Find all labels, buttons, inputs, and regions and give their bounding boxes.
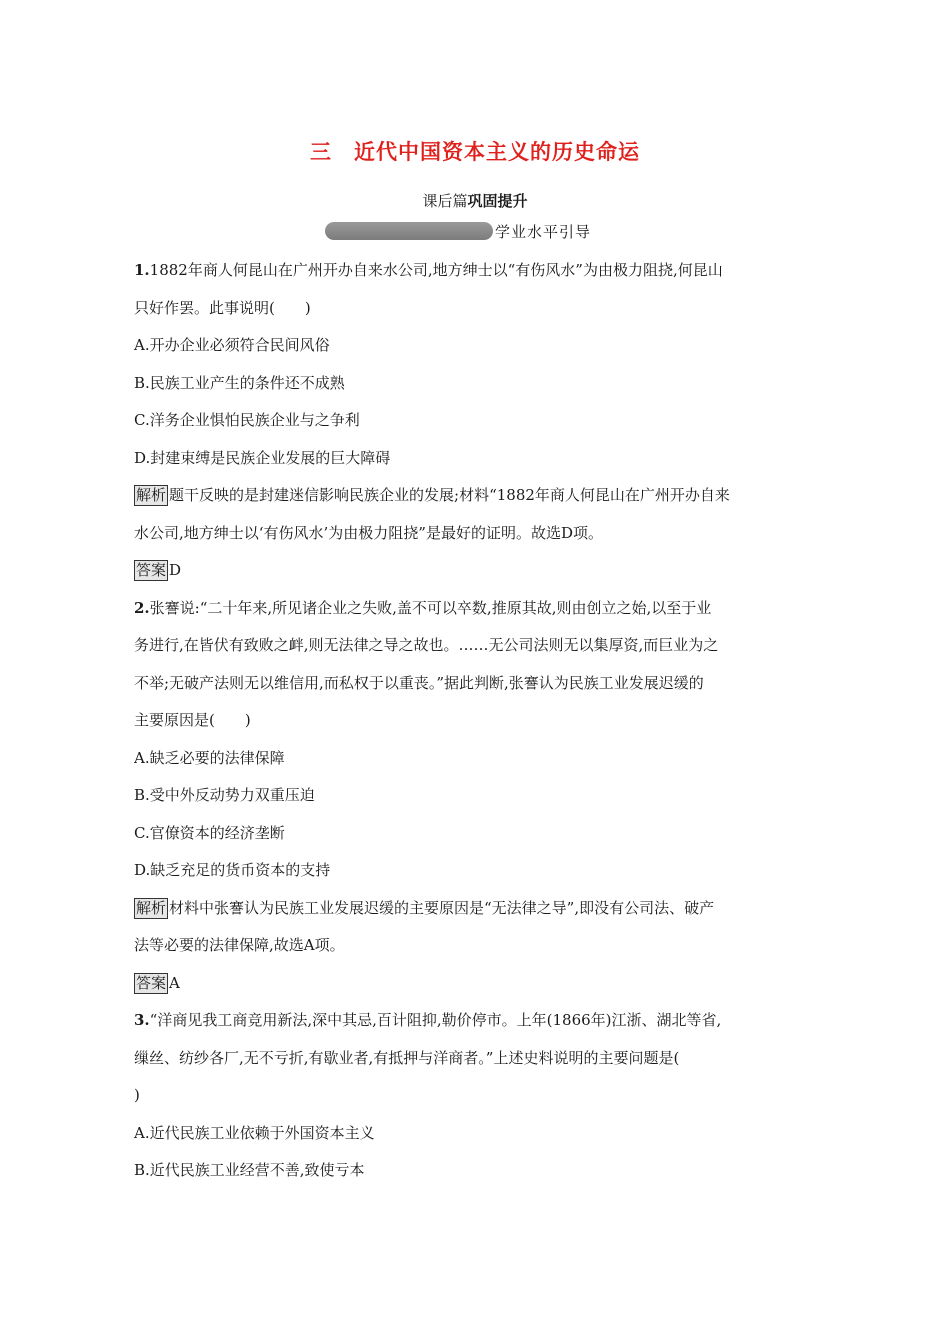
question-stem-line: 务进行,在皆伏有致败之衅,则无法律之导之故也。……无公司法则无以集厚资,而巨业为之 [134, 636, 719, 654]
question-number: 3. [134, 1011, 150, 1029]
question-stem-line: 主要原因是( ) [134, 711, 251, 729]
question-list [134, 256, 814, 1194]
answer-value: D [169, 561, 182, 579]
question-2 [134, 594, 814, 1007]
analysis-text: 法等必要的法律保障,故选A项。 [134, 936, 345, 954]
analysis-line [134, 481, 814, 519]
option-b: B.受中外反动势力双重压迫 [134, 786, 315, 804]
question-text: 张謇说:“二十年来,所见诸企业之失败,盖不可以卒数,推原其故,则由创立之始,以至于业 [149, 598, 712, 617]
analysis-tag: 解析 [136, 486, 167, 504]
answer-tag: 答案 [136, 561, 167, 579]
analysis-text: 水公司,地方绅士以‘有伤风水’为由极力阻挠”是最好的证明。故选D项。 [134, 523, 604, 542]
option-c: C.洋务企业惧怕民族企业与之争利 [134, 411, 360, 429]
answer-line [134, 556, 814, 594]
question-text: “洋商见我工商竞用新法,深中其忌,百计阻抑,勒价停市。上年(1866年)江浙、湖北等省, [149, 1011, 722, 1029]
section-pill-decoration [325, 222, 493, 240]
question-text: 1882年商人何昆山在广州开办自来水公司,地方绅士以“有伤风水”为由极力阻挠,何昆山 [149, 261, 723, 279]
question-stem-line [134, 294, 814, 332]
question-stem-line [134, 594, 814, 632]
option-a: A.开办企业必须符合民间风俗 [134, 336, 330, 354]
answer-line [134, 969, 814, 1007]
option-d: D.缺乏充足的货币资本的支持 [134, 861, 331, 879]
subtitle-bold: 巩固提升 [467, 192, 528, 210]
question-number: 2. [134, 598, 150, 617]
analysis-text: 材料中张謇认为民族工业发展迟缓的主要原因是“无法律之导”,即没有公司法、破产 [169, 898, 715, 917]
option-a: A.近代民族工业依赖于外国资本主义 [134, 1123, 375, 1142]
analysis-text: 题干反映的是封建迷信影响民族企业的发展;材料“1882年商人何昆山在广州开办自来 [169, 486, 730, 504]
question-number: 1. [134, 261, 150, 279]
option-b: B.民族工业产生的条件还不成熟 [134, 373, 345, 392]
section-label: 学业水平引导 [495, 222, 592, 241]
answer-tag: 答案 [136, 973, 167, 992]
option-a: A.缺乏必要的法律保障 [134, 748, 285, 767]
page-title [0, 136, 950, 166]
analysis-tag: 解析 [136, 898, 167, 917]
title-text: 近代中国资本主义的历史命运 [354, 140, 640, 164]
option-d: D.封建束缚是民族企业发展的巨大障碍 [134, 448, 391, 467]
question-stem-line [134, 256, 814, 294]
question-stem-line: ) [134, 1086, 140, 1104]
option-c: C.官僚资本的经济垄断 [134, 823, 285, 842]
subtitle-prefix: 课后篇 [422, 192, 468, 210]
analysis-line [134, 931, 814, 969]
option-b: B.近代民族工业经营不善,致使亏本 [134, 1161, 365, 1179]
question-text: 只好作罢。此事说明( ) [134, 298, 311, 317]
title-number: 三 [310, 140, 332, 164]
answer-value: A [169, 973, 180, 992]
question-3 [134, 1006, 814, 1194]
question-1 [134, 256, 814, 594]
page-subtitle [0, 190, 950, 211]
question-stem-line: 缫丝、纺纱各厂,无不亏折,有歇业者,有抵押与洋商者。”上述史料说明的主要问题是( [134, 1048, 680, 1067]
question-stem-line [134, 1006, 814, 1044]
analysis-line [134, 894, 814, 932]
section-header [325, 220, 591, 242]
question-stem-line: 不举;无破产法则无以维信用,而私权于以重丧。”据此判断,张謇认为民族工业发展迟缓的 [134, 673, 704, 692]
analysis-line [134, 519, 814, 557]
